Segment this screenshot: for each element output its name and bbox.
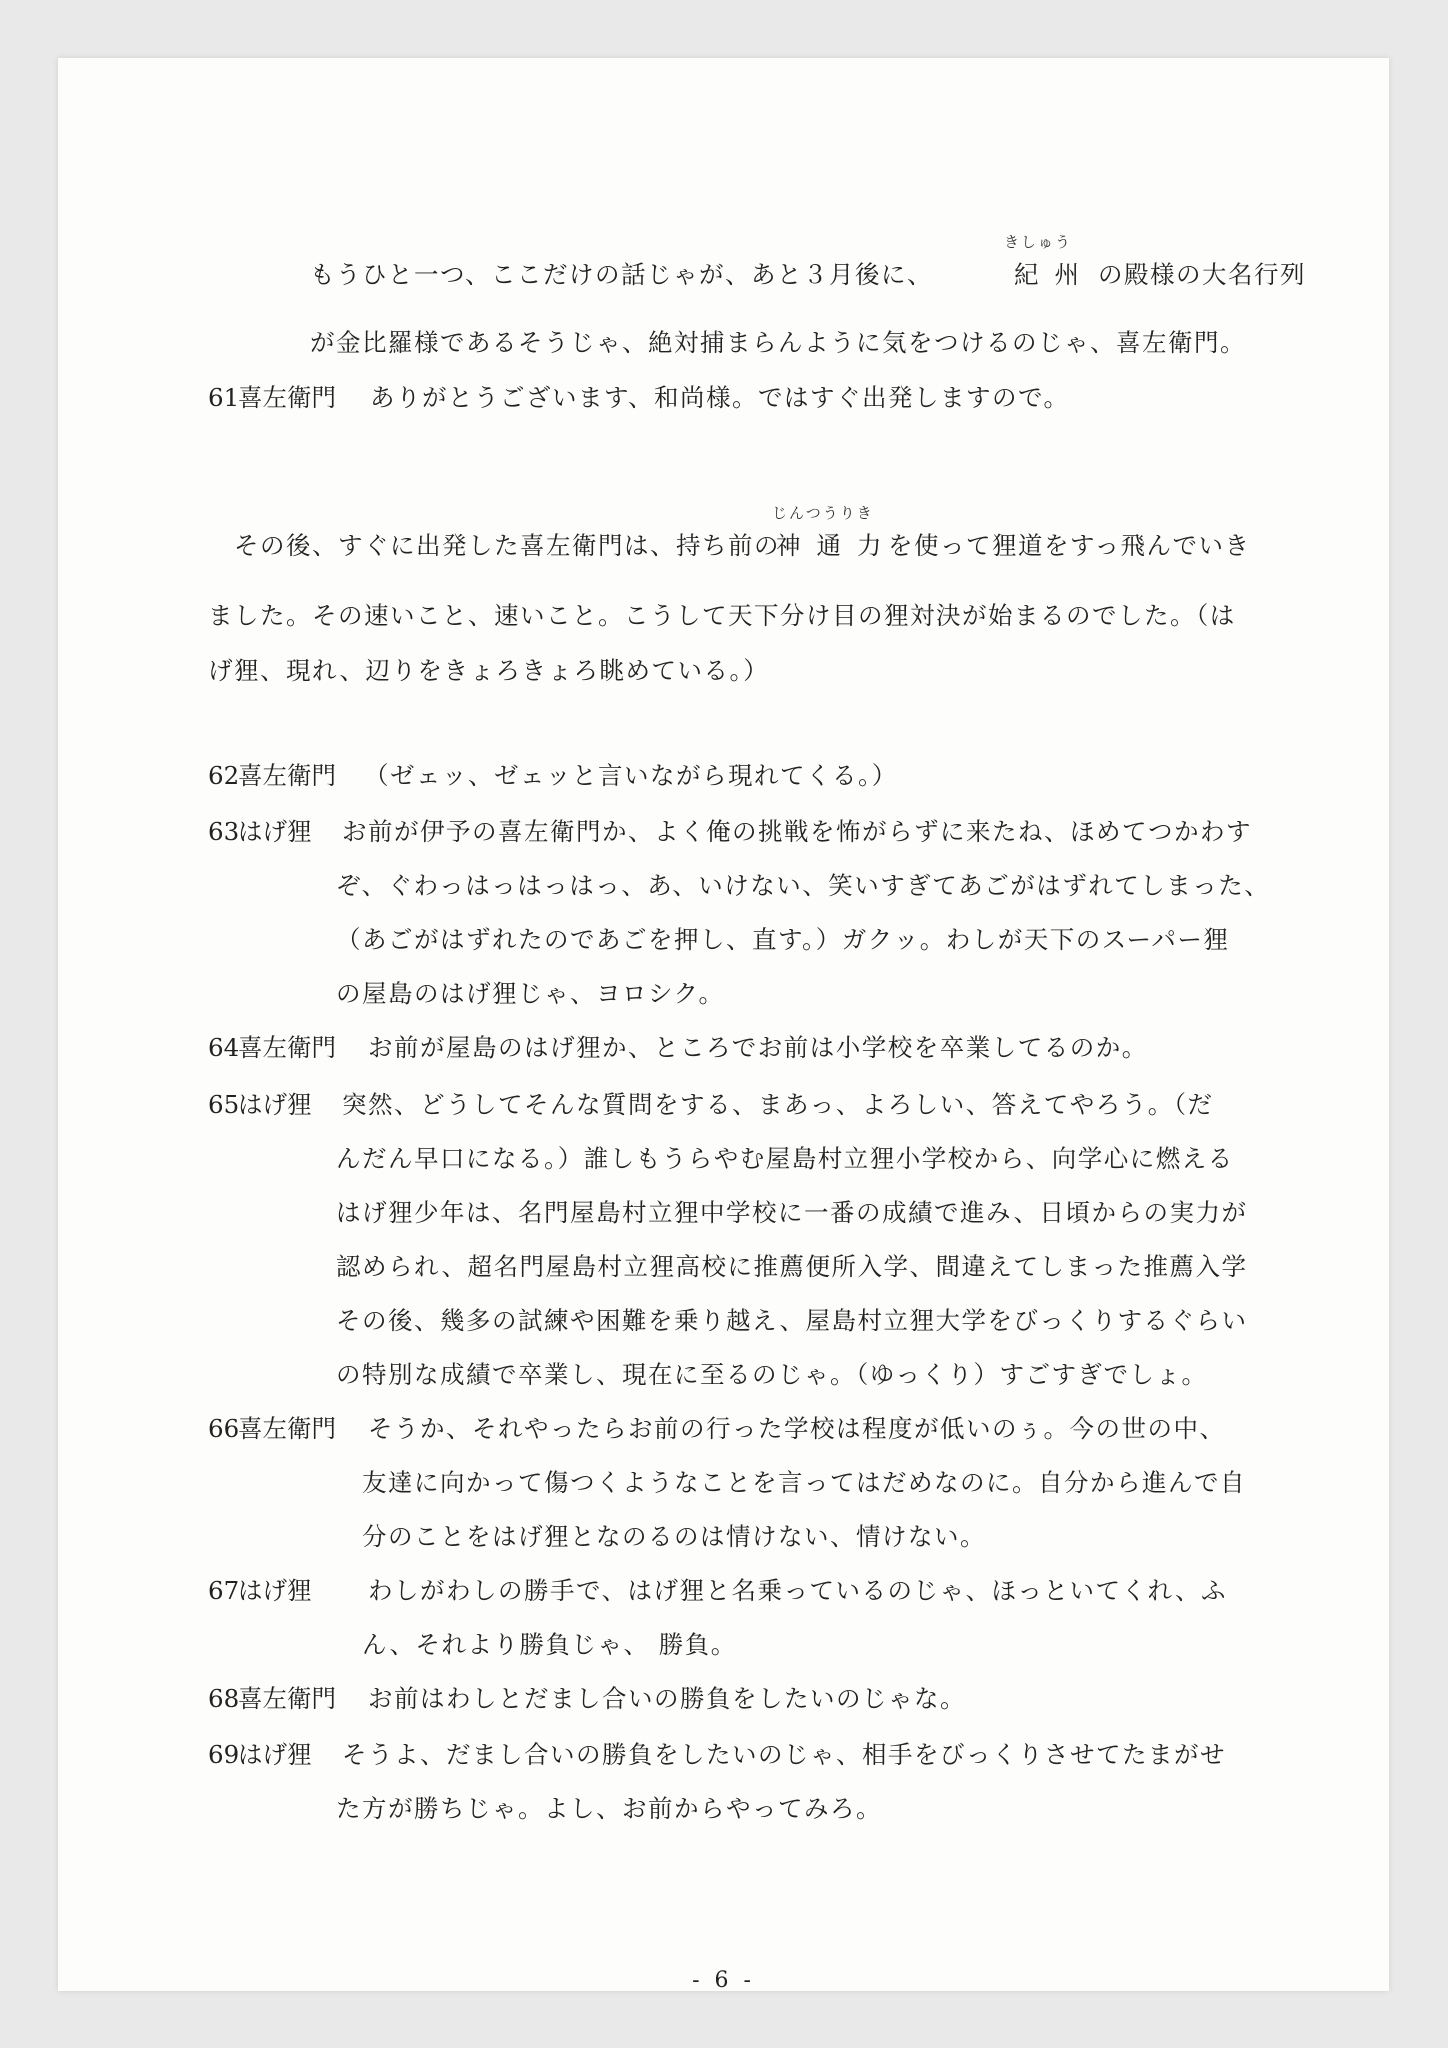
line-number: 64 [208, 1033, 240, 1062]
dialogue-text: その後、幾多の試練や困難を乗り越え、屋島村立狸大学をびっくりするぐらい [336, 1306, 1248, 1335]
narration-1-line-2: が金比羅様であるそうじゃ、絶対捕まらんように気をつけるのじゃ、喜左衛門。 [310, 328, 1246, 357]
speaker-name: はげ狸 [238, 1090, 312, 1119]
line-number: 65 [208, 1090, 240, 1119]
ruby-jintsuuriki: じんつうりき [772, 504, 874, 522]
ruby-kishuu: きしゅう [1004, 233, 1073, 251]
line-number: 62 [208, 761, 240, 790]
dialogue-text: 認められ、超名門屋島村立狸高校に推薦便所入学、間違えてしまった推薦入学 [336, 1252, 1248, 1281]
line-number: 63 [208, 817, 240, 846]
dialogue-text: そうよ、だまし合いの勝負をしたいのじゃ、相手をびっくりさせてたまがせ [342, 1740, 1226, 1769]
dialogue-text: はげ狸少年は、名門屋島村立狸中学校に一番の成績で進み、日頃からの実力が [336, 1198, 1248, 1227]
line-number: 69 [208, 1740, 240, 1769]
dialogue-text: 突然、どうしてそんな質問をする、まあっ、よろしい、答えてやろう。（だ [342, 1090, 1214, 1119]
narration-2-line-2: ました。その速いこと、速いこと。こうして天下分け目の狸対決が始まるのでした。（は [208, 601, 1236, 630]
dialogue-text: （あごがはずれたのであごを押し、直す。）ガクッ。わしが天下のスーパー狸 [336, 925, 1230, 954]
dialogue-text: んだん早口になる。）誰しもうらやむ屋島村立狸小学校から、向学心に燃える [336, 1144, 1234, 1173]
speaker-name: 喜左衛門 [238, 1033, 336, 1062]
speaker-name: はげ狸 [238, 1740, 312, 1769]
narration-1-line-1b: の殿様の大名行列 [1098, 260, 1306, 289]
dialogue-text: （ゼェッ、ゼェッと言いながら現れてくる。） [364, 761, 898, 790]
document-page [58, 58, 1389, 1991]
dialogue-text: ぞ、ぐわっはっはっはっ、あ、いけない、笑いすぎてあごがはずれてしまった、 [336, 871, 1271, 900]
speaker-name: はげ狸 [238, 1576, 312, 1605]
line-number: 61 [208, 383, 240, 412]
dialogue-text: お前が屋島のはげ狸か、ところでお前は小学校を卒業してるのか。 [368, 1033, 1148, 1062]
speaker-name: 喜左衛門 [238, 1414, 336, 1443]
speaker-name: 喜左衛門 [238, 761, 336, 790]
line-number: 66 [208, 1414, 240, 1443]
narration-2-line-1b: を使って狸道をすっ飛んでいき [888, 531, 1251, 560]
dialogue-text: ん、それより勝負じゃ、 勝負。 [362, 1630, 737, 1659]
narration-1-line-1a: もうひと一つ、ここだけの話じゃが、あと３月後に、 [310, 260, 934, 289]
dialogue-text: た方が勝ちじゃ。よし、お前からやってみろ。 [336, 1794, 882, 1823]
dialogue-text: お前はわしとだまし合いの勝負をしたいのじゃな。 [368, 1684, 966, 1713]
ruby-base-jintsuuriki: 神通力 [776, 531, 898, 560]
dialogue-text: の特別な成績で卒業し、現在に至るのじゃ。（ゆっくり）すごすぎでしょ。 [336, 1360, 1208, 1389]
narration-2-line-3: げ狸、現れ、辺りをきょろきょろ眺めている。） [208, 656, 770, 685]
dialogue-text: ありがとうございます、和尚様。ではすぐ出発しますので。 [370, 383, 1070, 412]
dialogue-text: わしがわしの勝手で、はげ狸と名乗っているのじゃ、ほっといてくれ、ふ [368, 1576, 1227, 1605]
dialogue-text: の屋島のはげ狸じゃ、ヨロシク。 [336, 979, 725, 1008]
ruby-base-kishuu: 紀州 [1014, 260, 1095, 289]
speaker-name: はげ狸 [238, 817, 312, 846]
dialogue-text: 分のことをはげ狸となのるのは情けない、情けない。 [362, 1522, 986, 1551]
dialogue-text: 友達に向かって傷つくようなことを言ってはだめなのに。自分から進んで自 [362, 1468, 1246, 1497]
narration-2-line-1a: その後、すぐに出発した喜左衛門は、持ち前の [234, 531, 780, 560]
page-number: - 6 - [692, 1968, 755, 1993]
dialogue-text: そうか、それやったらお前の行った学校は程度が低いのぅ。今の世の中、 [368, 1414, 1226, 1443]
dialogue-text: お前が伊予の喜左衛門か、よく俺の挑戦を怖がらずに来たね、ほめてつかわす [342, 817, 1252, 846]
speaker-name: 喜左衛門 [238, 383, 336, 412]
speaker-name: 喜左衛門 [238, 1684, 336, 1713]
line-number: 68 [208, 1684, 240, 1713]
line-number: 67 [208, 1576, 240, 1605]
